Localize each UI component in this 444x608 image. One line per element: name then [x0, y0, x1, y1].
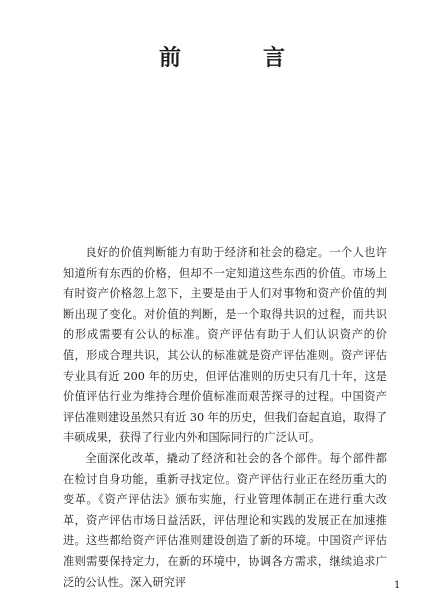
body-text — [63, 243, 387, 593]
page-title: 前 言 — [158, 45, 315, 71]
paragraph-1: 良好的价值判断能力有助于经济和社会的稳定。一个人也许知道所有东西的价格，但却不一定知道这些东西的价值。市场上有时资产价格忽上忽下，主要是由于人们对事物和资产价值的判断出现了变化。对价值的判断，是一个取得共识的过程，而共识的形成需要有公认的标准。资产评估有助于人们认识资产的价值，形成合理共识，其公认的标准就是资产评估准则。资产评估专业具有近 200 年的历史，但评估准则的历史只有几十年，这是价值评估行业为维持合理价值标准而艰苦探寻的过程。中国资产评估准则建设虽然只有近 30 年的历史，但我们奋起直追，取得了丰硕成果，获得了行业内外和国际同行的广泛认可。 — [63, 246, 387, 445]
page-number: 1 — [394, 580, 401, 591]
paragraph-2: 全面深化改革，撬动了经济和社会的各个部件。每个部件都在检讨自身功能，重新寻找定位。资产评估行业正在经历重大的变革。《资产评估法》颁布实施，行业管理体制正在进行重大改革，资产评估市场日益活跃，评估理论和实践的发展正在加速推进。这些都给资产评估准则建设创造了新的环境。中国资产评估准则需要保持定力，在新的环境中，协调各方需求，继续追求广泛的公认性。深入研究评 — [63, 451, 387, 589]
